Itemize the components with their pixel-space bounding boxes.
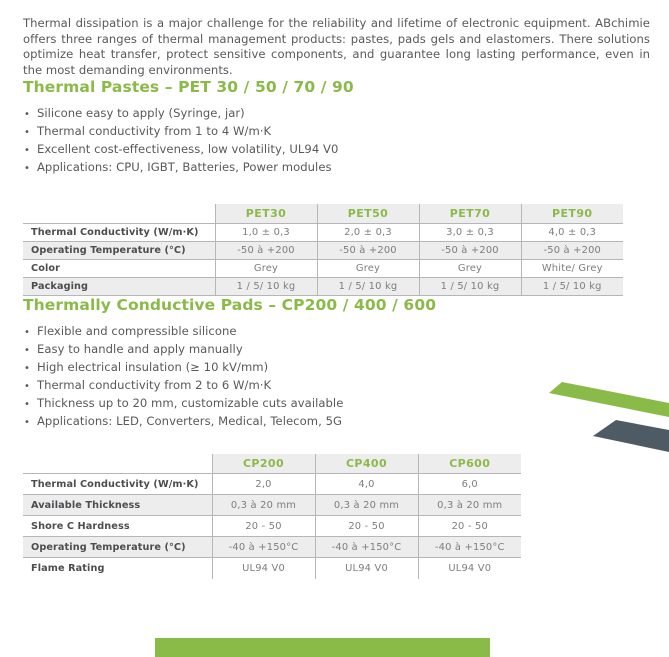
bullet-item: • Easy to handle and apply manually	[23, 341, 650, 359]
bullet-item: • Flexible and compressible silicone	[23, 323, 650, 341]
section-heading-conductive-pads: Thermally Conductive Pads – CP200 / 400 / 600	[23, 295, 437, 314]
row-label: Shore C Hardness	[23, 516, 212, 537]
table-cell: UL94 V0	[418, 558, 521, 579]
column-header-cp200: CP200	[212, 454, 315, 474]
table-corner-cell	[23, 454, 212, 474]
table-cell: 2,0	[212, 474, 315, 495]
column-header-pet30: PET30	[215, 204, 317, 223]
table-cell: Grey	[419, 259, 521, 277]
table-row	[23, 223, 623, 241]
thermal-pastes-bullet-list	[23, 105, 650, 177]
bullet-item: • Thickness up to 20 mm, customizable cuts available	[23, 395, 650, 413]
table-cell: 1 / 5/ 10 kg	[521, 277, 623, 295]
table-row	[23, 495, 521, 516]
table-cell: -50 à +200	[419, 241, 521, 259]
table-cell: 0,3 à 20 mm	[418, 495, 521, 516]
bullet-item: • Thermal conductivity from 1 to 4 W/m·K	[23, 123, 650, 141]
table-cell: 3,0 ± 0,3	[419, 223, 521, 241]
table-row	[23, 537, 521, 558]
table-cell: 20 - 50	[315, 516, 418, 537]
table-cell: 4,0	[315, 474, 418, 495]
bullet-item: • Applications: LED, Converters, Medical, Telecom, 5G	[23, 413, 650, 431]
table-cell: -40 à +150°C	[418, 537, 521, 558]
table-cell: 1,0 ± 0,3	[215, 223, 317, 241]
table-header-row	[23, 204, 623, 223]
table-cell: 1 / 5/ 10 kg	[317, 277, 419, 295]
column-header-pet50: PET50	[317, 204, 419, 223]
table-cell: 0,3 à 20 mm	[315, 495, 418, 516]
table-cell: UL94 V0	[212, 558, 315, 579]
row-label: Color	[23, 259, 215, 277]
column-header-cp600: CP600	[418, 454, 521, 474]
column-header-cp400: CP400	[315, 454, 418, 474]
table-cell: -40 à +150°C	[315, 537, 418, 558]
table-row	[23, 277, 623, 295]
table-cell: -50 à +200	[215, 241, 317, 259]
table-cell: 0,3 à 20 mm	[212, 495, 315, 516]
table-row	[23, 259, 623, 277]
column-header-pet70: PET70	[419, 204, 521, 223]
section-heading-thermal-pastes: Thermal Pastes – PET 30 / 50 / 70 / 90	[23, 78, 354, 97]
table-cell: 2,0 ± 0,3	[317, 223, 419, 241]
column-header-pet90: PET90	[521, 204, 623, 223]
green-footer-bar	[155, 638, 490, 657]
bullet-item: • Thermal conductivity from 2 to 6 W/m·K	[23, 377, 650, 395]
row-label: Available Thickness	[23, 495, 212, 516]
cp-spec-table	[23, 454, 521, 579]
row-label: Thermal Conductivity (W/m·K)	[23, 223, 215, 241]
table-cell: 1 / 5/ 10 kg	[215, 277, 317, 295]
pet-spec-table	[23, 204, 623, 296]
table-corner-cell	[23, 204, 215, 223]
table-cell: 20 - 50	[212, 516, 315, 537]
bullet-item: • High electrical insulation (≥ 10 kV/mm)	[23, 359, 650, 377]
row-label: Operating Temperature (°C)	[23, 537, 212, 558]
intro-paragraph: Thermal dissipation is a major challenge for the reliability and lifetime of electronic equipment. ABchimie offers three ranges of thermal management products: pastes, pads gels and elastomers. There solutions optimize heat transfer, protect sensitive components, and guarantee long lasting performance, even in the most demanding environments.	[23, 16, 650, 77]
table-row	[23, 516, 521, 537]
table-row	[23, 474, 521, 495]
table-cell: White/ Grey	[521, 259, 623, 277]
table-cell: 1 / 5/ 10 kg	[419, 277, 521, 295]
row-label: Operating Temperature (°C)	[23, 241, 215, 259]
table-header-row	[23, 454, 521, 474]
table-cell: -50 à +200	[521, 241, 623, 259]
row-label: Flame Rating	[31, 563, 105, 575]
table-cell: Grey	[317, 259, 419, 277]
bullet-item: • Applications: CPU, IGBT, Batteries, Power modules	[23, 159, 650, 177]
table-cell: UL94 V0	[315, 558, 418, 579]
row-label: Thermal Conductivity (W/m·K)	[23, 474, 212, 495]
conductive-pads-bullet-list	[23, 323, 650, 431]
table-row	[23, 558, 521, 579]
table-cell: -40 à +150°C	[212, 537, 315, 558]
table-cell: 20 - 50	[418, 516, 521, 537]
row-label: Packaging	[23, 277, 215, 295]
table-cell: 4,0 ± 0,3	[521, 223, 623, 241]
table-cell: Grey	[215, 259, 317, 277]
table-cell: 6,0	[418, 474, 521, 495]
bullet-item: • Excellent cost-effectiveness, low volatility, UL94 V0	[23, 141, 650, 159]
table-cell: -50 à +200	[317, 241, 419, 259]
table-row	[23, 241, 623, 259]
bullet-item: • Silicone easy to apply (Syringe, jar)	[23, 105, 650, 123]
